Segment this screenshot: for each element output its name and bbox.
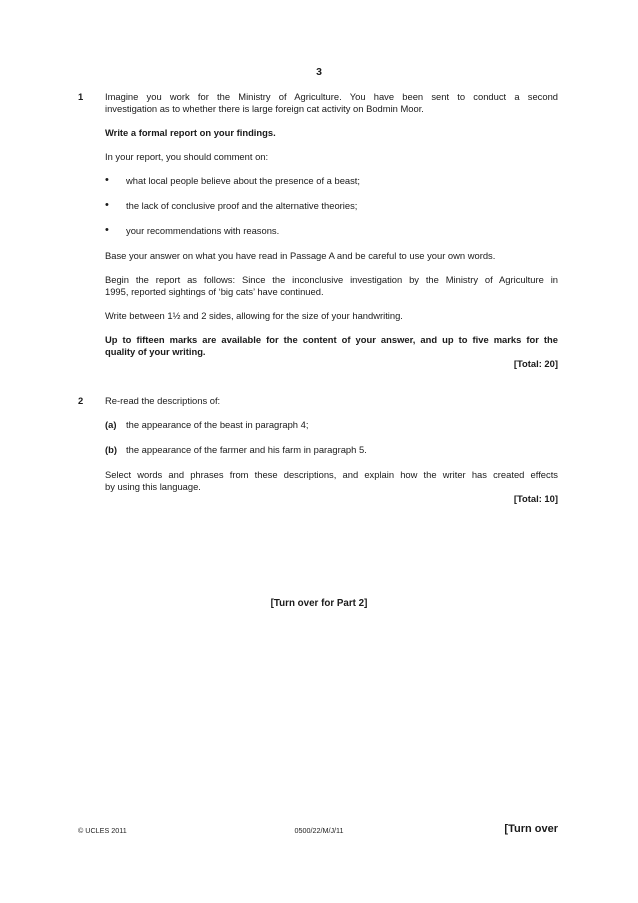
q1-bullet-1: what local people believe about the presence of a beast;	[126, 175, 361, 186]
bullet-icon: •	[105, 174, 109, 186]
footer-turn-over: [Turn over	[504, 823, 558, 835]
footer-code: 0500/22/M/J/11	[294, 826, 344, 835]
footer-copyright: © UCLES 2011	[78, 826, 127, 835]
q2-part-b-text: the appearance of the farmer and his farm in paragraph 5.	[126, 444, 367, 455]
q1-write-line: Write between 1½ and 2 sides, allowing for the size of your handwriting.	[105, 310, 403, 321]
q2-part-a-label: (a)	[105, 419, 117, 430]
turn-over-part-2: [Turn over for Part 2]	[270, 598, 368, 609]
q1-bullet-3: your recommendations with reasons.	[126, 225, 280, 236]
question-1-number: 1	[78, 91, 84, 102]
q2-select-line-1: Select words and phrases from these descriptions, and explain how the writer has created effects	[105, 469, 558, 480]
q2-part-b-label: (b)	[105, 444, 117, 455]
q1-intro-line-2: investigation as to whether there is large foreign cat activity on Bodmin Moor.	[105, 103, 424, 114]
page-number: 3	[316, 66, 322, 78]
q1-instruction: Write a formal report on your findings.	[105, 127, 276, 138]
q1-begin-line-2: 1995, reported sightings of ‘big cats’ have continued.	[105, 286, 324, 297]
q1-total: [Total: 20]	[513, 358, 558, 369]
q2-total: [Total: 10]	[513, 493, 558, 504]
q1-marks-line-2: quality of your writing.	[105, 346, 206, 357]
q2-select-line-2: by using this language.	[105, 481, 201, 492]
q2-lead: Re-read the descriptions of:	[105, 395, 221, 406]
q1-begin-line-1: Begin the report as follows: Since the inconclusive investigation by the Ministry of Agriculture in	[105, 274, 558, 285]
q2-part-a-text: the appearance of the beast in paragraph 4;	[126, 419, 309, 430]
question-2-number: 2	[78, 395, 84, 406]
bullet-icon: •	[105, 224, 109, 236]
bullet-icon: •	[105, 199, 109, 211]
q1-marks-line-1: Up to fifteen marks are available for the content of your answer, and up to five marks for the	[105, 334, 558, 345]
q1-comment-lead: In your report, you should comment on:	[105, 151, 269, 162]
q1-intro-line-1: Imagine you work for the Ministry of Agriculture. You have been sent to conduct a second	[105, 91, 558, 102]
q1-bullet-2: the lack of conclusive proof and the alternative theories;	[126, 200, 358, 211]
q1-base-line: Base your answer on what you have read in Passage A and be careful to use your own words.	[105, 250, 496, 261]
